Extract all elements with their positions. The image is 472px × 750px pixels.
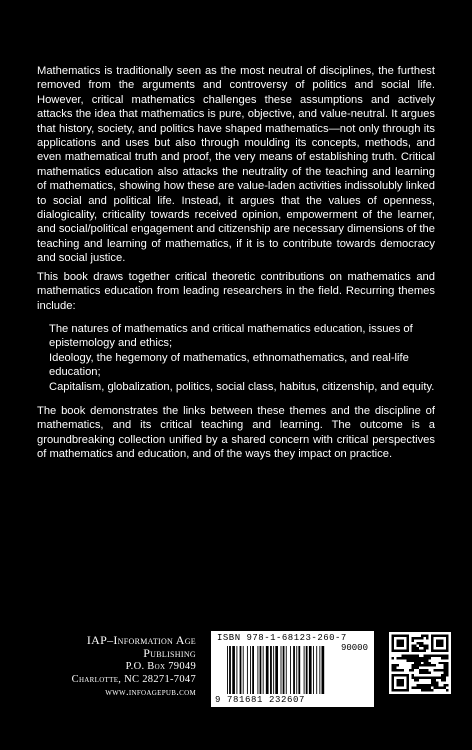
- blurb-paragraph-3: The book demonstrates the links between these themes and the discipline of mathematics, and its critical teaching and learning. The outcome is a groundbreaking collection unified by a shared concern with critical perspectives of mathematics and education, and of the ways they impact on practice.: [37, 404, 435, 461]
- blurb-paragraph-1: Mathematics is traditionally seen as the most neutral of disciplines, the furthest removed from the arguments and controversy of politics and social life. However, critical mathematics challenges these assumptions and actively attacks the idea that mathematics is pure, objective, and value-neutral. It argues that history, society, and politics have shaped mathematics—not only through its applications and uses but also through moulding its concepts, methods, and even mathematical truth and proof, the very means of establishing truth. Critical mathematics education also attacks the neutrality of the teaching and learning of mathematics, showing how these are value-laden activities indissolubly linked to social and political life. Instead, it argues that the values of openness, dialogicality, criticality towards received opinion, empowerment of the learner, and social/political engagement and citizenship are necessary dimensions of the teaching and learning of mathematics, if it is to contribute towards democracy and social justice.: [37, 65, 435, 265]
- theme-item: Ideology, the hegemony of mathematics, ethnomathematics, and real-life education;: [49, 351, 409, 379]
- publisher-name: IAP–Information Age Publishing: [86, 633, 196, 660]
- isbn-barcode: [211, 631, 374, 707]
- publisher-address-line-1: P.O. Box 79049: [125, 661, 196, 672]
- theme-item: Capitalism, globalization, politics, social class, habitus, citizenship, and equity.: [49, 380, 435, 393]
- price-code: 90000: [340, 643, 368, 653]
- isbn-text: ISBN 978-1-68123-260-7: [217, 633, 347, 643]
- qr-code: [389, 632, 451, 694]
- publisher-address-line-2: Charlotte, NC 28271-7047: [71, 674, 196, 685]
- back-cover-blurb: [37, 64, 435, 462]
- blurb-paragraph-2: This book draws together critical theoretic contributions on mathematics and mathematics education from leading researchers in the field. Recurring themes include:: [37, 270, 435, 312]
- barcode-bars: [225, 646, 365, 694]
- publisher-info: [36, 634, 196, 699]
- themes-list: [49, 322, 435, 394]
- publisher-website: www.infoagepub.com: [105, 687, 196, 698]
- theme-item: The natures of mathematics and critical mathematics education, issues of epistemology and ethics;: [49, 322, 413, 350]
- barcode-digits: 9 781681 232607: [215, 695, 306, 705]
